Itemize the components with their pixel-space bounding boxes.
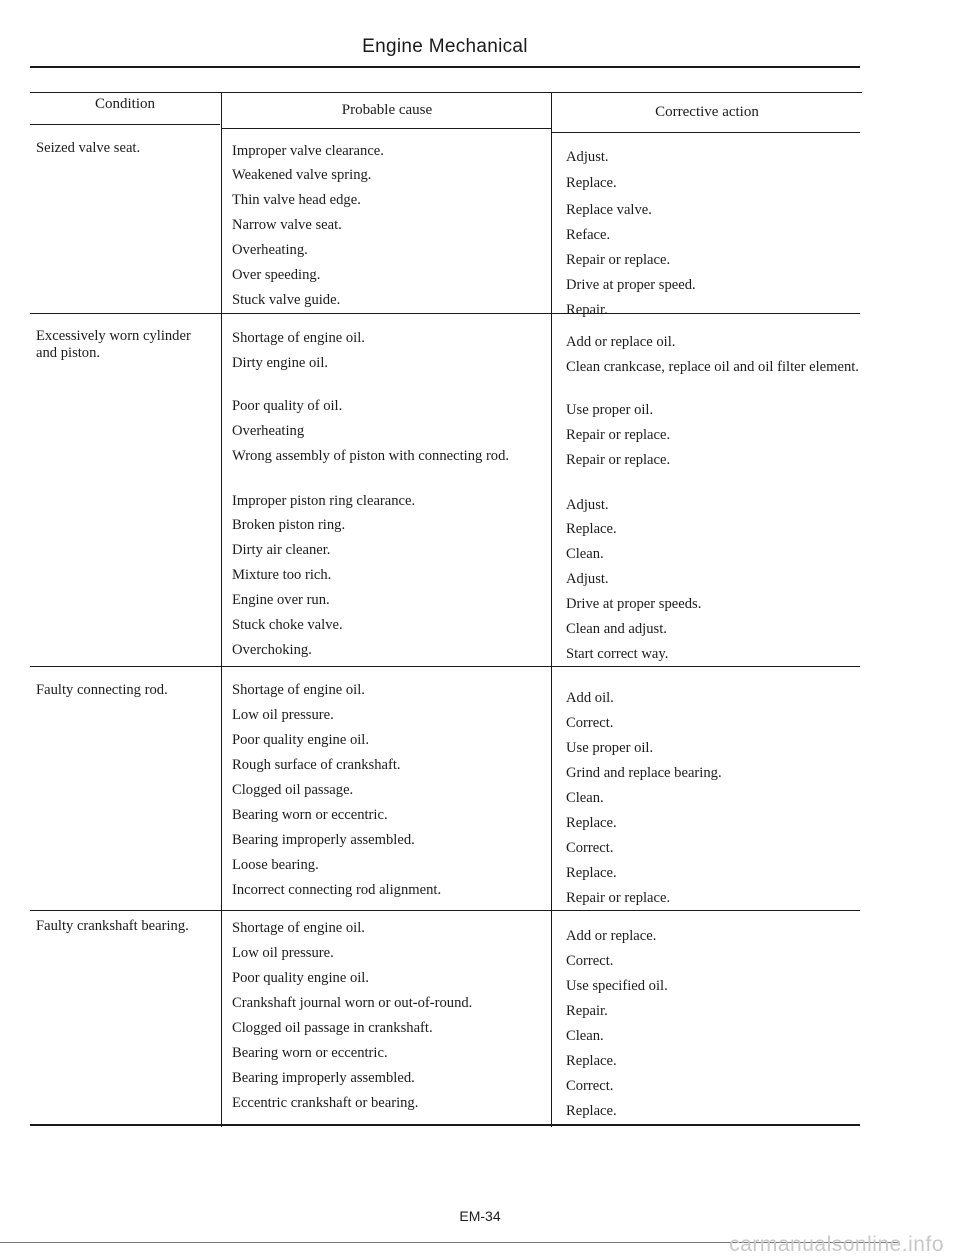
corrective-action-cell: Replace. [566, 175, 617, 191]
probable-cause-cell: Poor quality engine oil. [232, 732, 370, 748]
watermark: carmanualsonline.info [729, 1233, 944, 1256]
probable-cause-cell: Dirty air cleaner. [232, 542, 331, 558]
corrective-action-cell: Adjust. [566, 571, 609, 587]
corrective-action-cell: Drive at proper speed. [566, 277, 696, 293]
probable-cause-cell: Shortage of engine oil. [232, 920, 365, 936]
column-divider-right [551, 92, 552, 1127]
corrective-action-cell: Start correct way. [566, 646, 669, 662]
probable-cause-cell: Clogged oil passage in crankshaft. [232, 1020, 433, 1036]
condition-cell: Faulty connecting rod. [36, 682, 168, 698]
probable-cause-cell: Shortage of engine oil. [232, 330, 365, 346]
corrective-action-cell: Replace. [566, 1103, 617, 1119]
condition-cell: Seized valve seat. [36, 140, 141, 156]
probable-cause-cell: Broken piston ring. [232, 517, 346, 533]
probable-cause-cell: Clogged oil passage. [232, 782, 354, 798]
probable-cause-cell: Improper valve clearance. [232, 143, 384, 159]
probable-cause-cell: Poor quality of oil. [232, 398, 343, 414]
corrective-action-cell: Add or replace. [566, 928, 657, 944]
header-underline-action [552, 132, 860, 133]
probable-cause-cell: Loose bearing. [232, 857, 319, 873]
corrective-action-cell: Replace valve. [566, 202, 652, 218]
corrective-action-cell: Replace. [566, 521, 617, 537]
corrective-action-cell: Replace. [566, 865, 617, 881]
probable-cause-cell: Overheating. [232, 242, 308, 258]
probable-cause-cell: Improper piston ring clearance. [232, 493, 416, 509]
corrective-action-cell: Drive at proper speeds. [566, 596, 702, 612]
corrective-action-cell: Correct. [566, 953, 614, 969]
probable-cause-cell: Thin valve head edge. [232, 192, 361, 208]
probable-cause-cell: Rough surface of crankshaft. [232, 757, 401, 773]
probable-cause-cell: Dirty engine oil. [232, 355, 329, 371]
corrective-action-cell: Clean. [566, 546, 604, 562]
corrective-action-cell: Repair or replace. [566, 452, 671, 468]
probable-cause-cell: Poor quality engine oil. [232, 970, 370, 986]
section-divider [30, 666, 860, 667]
page-number: EM-34 [459, 1208, 501, 1224]
corrective-action-cell: Grind and replace bearing. [566, 765, 722, 781]
probable-cause-cell: Eccentric crankshaft or bearing. [232, 1095, 419, 1111]
probable-cause-cell: Crankshaft journal worn or out-of-round. [232, 995, 473, 1011]
corrective-action-cell: Correct. [566, 840, 614, 856]
corrective-action-cell: Adjust. [566, 149, 609, 165]
table-bottom-rule [30, 1124, 860, 1126]
corrective-action-cell: Replace. [566, 1053, 617, 1069]
corrective-action-cell: Clean and adjust. [566, 621, 667, 637]
corrective-action-cell: Reface. [566, 227, 611, 243]
corrective-action-cell: Repair or replace. [566, 427, 671, 443]
header-underline-condition [30, 124, 220, 125]
corrective-action-cell: Repair. [566, 302, 608, 318]
probable-cause-cell: Stuck choke valve. [232, 617, 343, 633]
probable-cause-cell: Engine over run. [232, 592, 330, 608]
probable-cause-cell: Overchoking. [232, 642, 312, 658]
corrective-action-cell: Clean. [566, 790, 604, 806]
corrective-action-cell: Correct. [566, 715, 614, 731]
condition-cell: Faulty crankshaft bearing. [36, 918, 189, 934]
column-header-cause: Probable cause [341, 102, 433, 118]
column-header-action: Corrective action [655, 104, 759, 120]
probable-cause-cell: Bearing worn or eccentric. [232, 807, 388, 823]
corrective-action-cell: Use proper oil. [566, 402, 654, 418]
corrective-action-cell: Use proper oil. [566, 740, 654, 756]
probable-cause-cell: Overheating [232, 423, 305, 439]
header-underline-cause [222, 128, 552, 129]
probable-cause-cell: Bearing improperly assembled. [232, 1070, 415, 1086]
corrective-action-cell: Repair. [566, 1003, 608, 1019]
page-title: Engine Mechanical [362, 36, 528, 57]
corrective-action-cell: Clean crankcase, replace oil and oil filter element. [566, 359, 859, 375]
corrective-action-cell: Correct. [566, 1078, 614, 1094]
corrective-action-cell: Add oil. [566, 690, 614, 706]
section-divider [30, 910, 860, 911]
corrective-action-cell: Clean. [566, 1028, 604, 1044]
probable-cause-cell: Low oil pressure. [232, 707, 334, 723]
probable-cause-cell: Shortage of engine oil. [232, 682, 365, 698]
column-header-condition: Condition [94, 96, 155, 112]
probable-cause-cell: Narrow valve seat. [232, 217, 342, 233]
condition-cell: Excessively worn cylinder and piston. [36, 328, 191, 361]
probable-cause-cell: Bearing improperly assembled. [232, 832, 415, 848]
probable-cause-cell: Incorrect connecting rod alignment. [232, 882, 442, 898]
title-rule [30, 66, 860, 68]
column-divider-left [221, 92, 222, 1127]
probable-cause-cell: Mixture too rich. [232, 567, 332, 583]
probable-cause-cell: Low oil pressure. [232, 945, 334, 961]
corrective-action-cell: Replace. [566, 815, 617, 831]
corrective-action-cell: Use specified oil. [566, 978, 668, 994]
probable-cause-cell: Over speeding. [232, 267, 321, 283]
corrective-action-cell: Repair or replace. [566, 252, 671, 268]
probable-cause-cell: Bearing worn or eccentric. [232, 1045, 388, 1061]
corrective-action-cell: Repair or replace. [566, 890, 671, 906]
probable-cause-cell: Weakened valve spring. [232, 167, 372, 183]
corrective-action-cell: Adjust. [566, 497, 609, 513]
probable-cause-cell: Wrong assembly of piston with connecting rod. [232, 448, 510, 464]
corrective-action-cell: Add or replace oil. [566, 334, 676, 350]
header-rule [30, 92, 862, 93]
probable-cause-cell: Stuck valve guide. [232, 292, 341, 308]
